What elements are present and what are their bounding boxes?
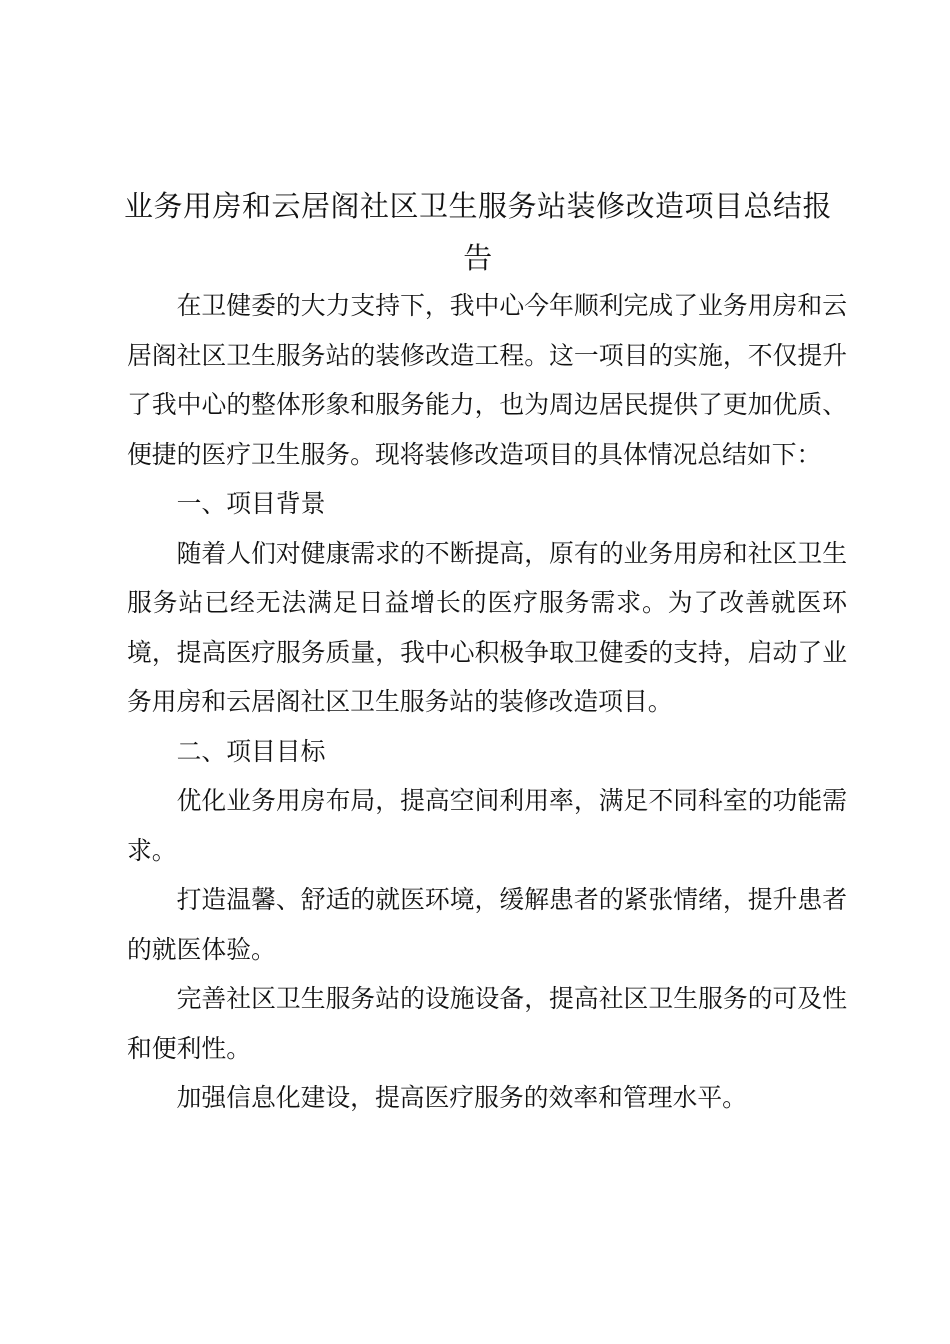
goal-paragraph-facilities: 完善社区卫生服务站的设施设备，提高社区卫生服务的可及性和便利性。: [127, 984, 847, 1063]
intro-paragraph: 在卫健委的大力支持下，我中心今年顺利完成了业务用房和云居阁社区卫生服务站的装修改造工程。这一项目的实施，不仅提升了我中心的整体形象和服务能力，也为周边居民提供了更加优质、便捷的医疗卫生服务。现将装修改造项目的具体情况总结如下：: [127, 291, 847, 469]
document-body: [127, 281, 847, 1123]
goal-paragraph-informatization: 加强信息化建设，提高医疗服务的效率和管理水平。: [176, 1083, 747, 1112]
document-title: 业务用房和云居阁社区卫生服务站装修改造项目总结报告: [123, 189, 832, 275]
background-paragraph: 随着人们对健康需求的不断提高，原有的业务用房和社区卫生服务站已经无法满足日益增长的医疗服务需求。为了改善就医环境，提高医疗服务质量，我中心积极争取卫健委的支持，启动了业务用房和云居阁社区卫生服务站的装修改造项目。: [127, 538, 847, 716]
section-heading-background: 一、项目背景: [176, 489, 326, 518]
goal-paragraph-layout: 优化业务用房布局，提高空间利用率，满足不同科室的功能需求。: [127, 786, 847, 865]
section-heading-goals: 二、项目目标: [176, 736, 326, 766]
goal-paragraph-environment: 打造温馨、舒适的就医环境，缓解患者的紧张情绪，提升患者的就医体验。: [127, 885, 847, 964]
